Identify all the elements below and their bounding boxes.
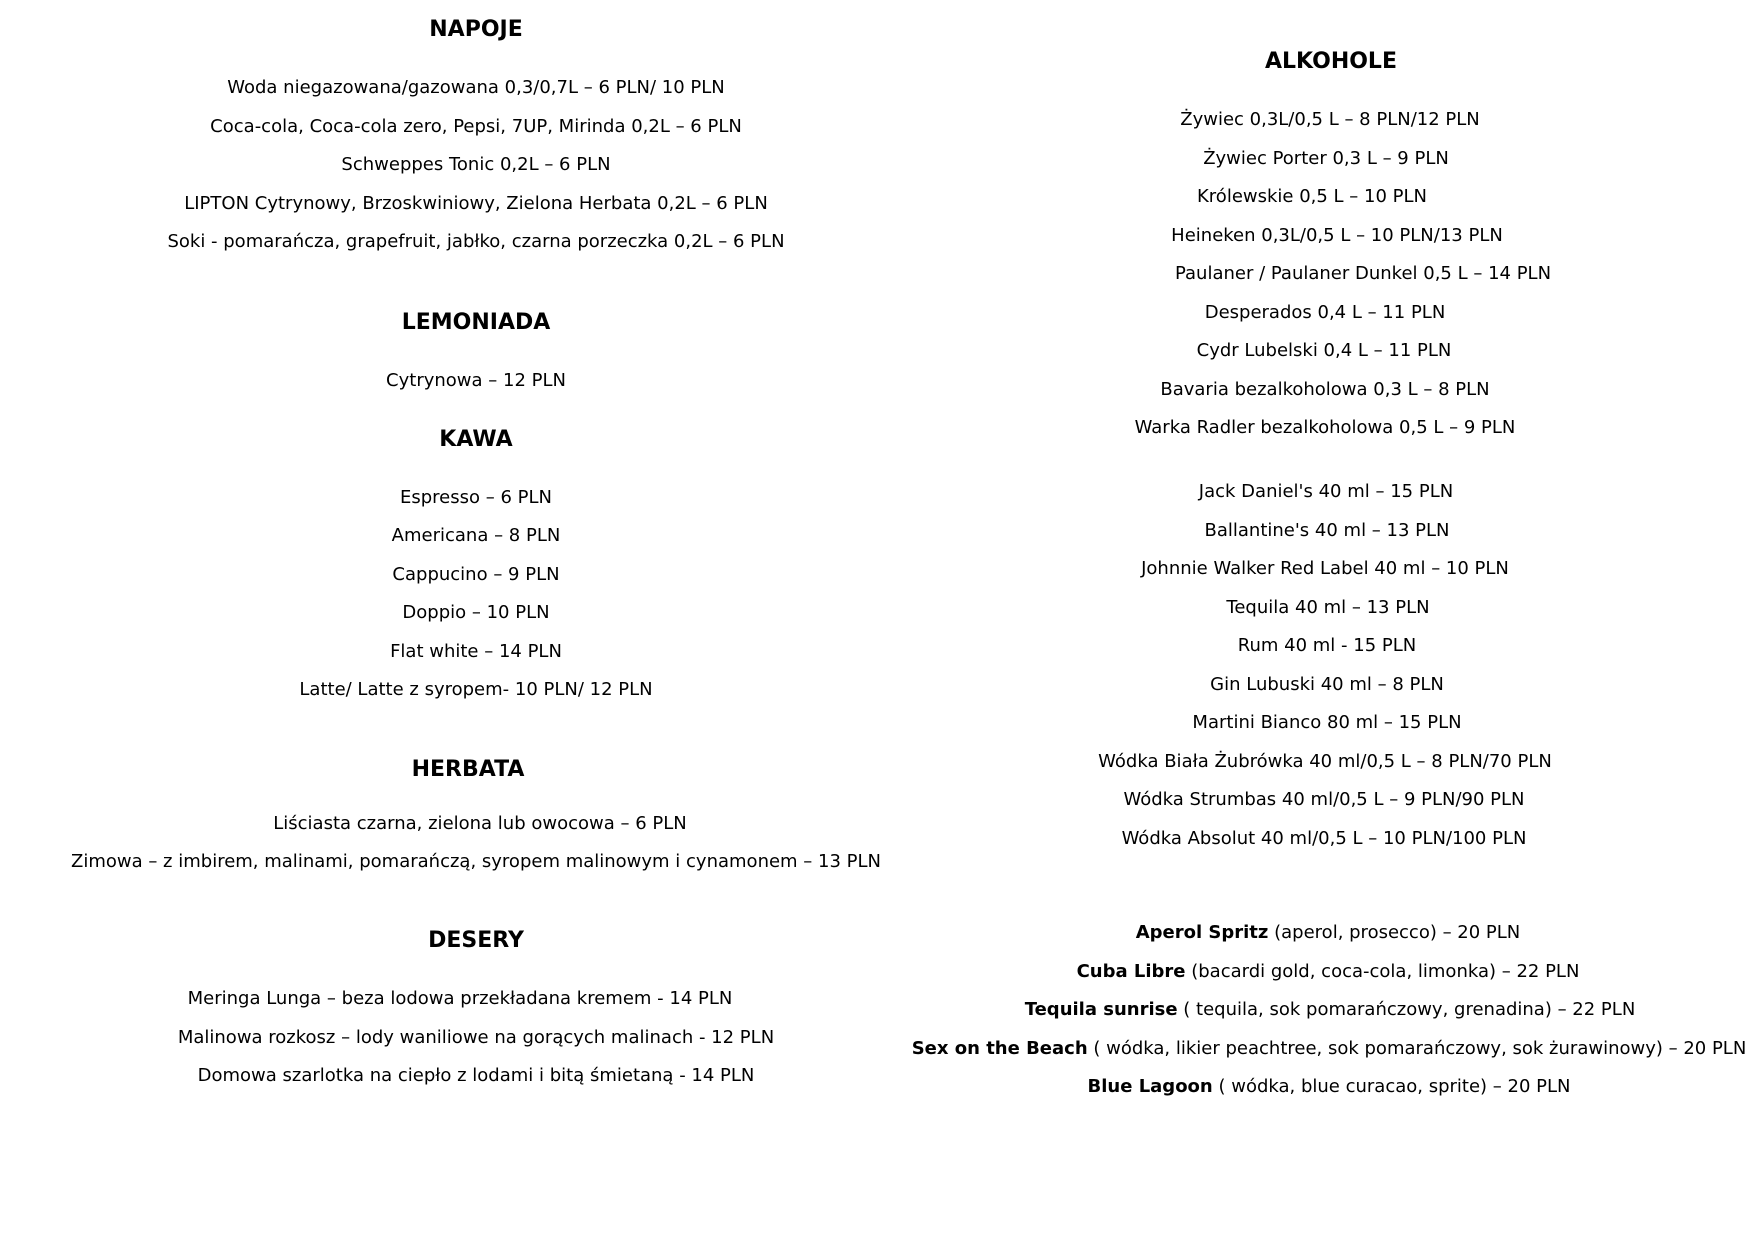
cocktail-name: Cuba Libre [1076, 961, 1186, 982]
menu-item: Malinowa rozkosz – lody waniliowe na gorących malinach - 12 PLN [177, 1027, 775, 1048]
section-title-lemoniada: LEMONIADA [401, 310, 551, 335]
menu-item: Zimowa – z imbirem, malinami, pomarańczą, syropem malinowym i cynamonem – 13 PLN [70, 851, 882, 872]
cocktail-details: ( tequila, sok pomarańczowy, grenadina) – 22 PLN [1177, 999, 1636, 1020]
menu-item: Doppio – 10 PLN [402, 602, 550, 623]
menu-item: Schweppes Tonic 0,2L – 6 PLN [341, 154, 611, 175]
menu-item: Woda niegazowana/gazowana 0,3/0,7L – 6 PLN/ 10 PLN [227, 77, 725, 98]
cocktail-item [912, 1038, 1747, 1060]
menu-item: Espresso – 6 PLN [400, 487, 552, 508]
cocktail-name: Tequila sunrise [1024, 999, 1178, 1020]
menu-item: Wódka Strumbas 40 ml/0,5 L – 9 PLN/90 PLN [1123, 789, 1525, 810]
menu-item: Meringa Lunga – beza lodowa przekładana kremem - 14 PLN [187, 988, 733, 1009]
cocktail-details: ( wódka, likier peachtree, sok pomarańczowy, sok żurawinowy) – 20 PLN [1087, 1038, 1747, 1059]
menu-item: Paulaner / Paulaner Dunkel 0,5 L – 14 PLN [1174, 263, 1552, 284]
menu-item: Wódka Absolut 40 ml/0,5 L – 10 PLN/100 PLN [1121, 828, 1527, 849]
cocktail-name: Sex on the Beach [911, 1038, 1088, 1059]
section-title-kawa: KAWA [439, 427, 513, 452]
menu-item: Cydr Lubelski 0,4 L – 11 PLN [1196, 340, 1452, 361]
menu-item: Gin Lubuski 40 ml – 8 PLN [1210, 674, 1444, 695]
menu-item: Cappucino – 9 PLN [392, 564, 560, 585]
menu-item: Liściasta czarna, zielona lub owocowa – 6 PLN [273, 813, 687, 834]
menu-item: Johnnie Walker Red Label 40 ml – 10 PLN [1141, 558, 1509, 579]
menu-item: Coca-cola, Coca-cola zero, Pepsi, 7UP, Mirinda 0,2L – 6 PLN [210, 116, 742, 137]
cocktail-item [1025, 999, 1636, 1021]
menu-item: Americana – 8 PLN [391, 525, 561, 546]
menu-item: Warka Radler bezalkoholowa 0,5 L – 9 PLN [1134, 417, 1516, 438]
menu-item: Latte/ Latte z syropem- 10 PLN/ 12 PLN [299, 679, 653, 700]
section-title-herbata: HERBATA [411, 757, 525, 782]
menu-item: Jack Daniel's 40 ml – 15 PLN [1198, 481, 1454, 502]
menu-item: Rum 40 ml - 15 PLN [1237, 635, 1417, 656]
menu-item: Ballantine's 40 ml – 13 PLN [1204, 520, 1450, 541]
menu-item: Wódka Biała Żubrówka 40 ml/0,5 L – 8 PLN/70 PLN [1098, 751, 1552, 772]
menu-item: Bavaria bezalkoholowa 0,3 L – 8 PLN [1160, 379, 1490, 400]
menu-item: Tequila 40 ml – 13 PLN [1226, 597, 1430, 618]
menu-item: Flat white – 14 PLN [390, 641, 562, 662]
menu-item: Martini Bianco 80 ml – 15 PLN [1192, 712, 1462, 733]
cocktail-item [1088, 1076, 1571, 1098]
menu-item: Cytrynowa – 12 PLN [386, 370, 566, 391]
cocktail-item [1136, 922, 1521, 944]
cocktail-details: (bacardi gold, coca-cola, limonka) – 22 PLN [1185, 961, 1580, 982]
menu-item: Heineken 0,3L/0,5 L – 10 PLN/13 PLN [1171, 225, 1503, 246]
menu-item: Królewskie 0,5 L – 10 PLN [1196, 186, 1428, 207]
cocktail-item [1077, 961, 1580, 983]
section-title-napoje: NAPOJE [429, 17, 523, 42]
menu-item: Desperados 0,4 L – 11 PLN [1204, 302, 1446, 323]
section-title-alkohole: ALKOHOLE [1265, 49, 1397, 74]
menu-item: Żywiec Porter 0,3 L – 9 PLN [1203, 148, 1449, 169]
cocktail-details: (aperol, prosecco) – 20 PLN [1268, 922, 1521, 943]
menu-item: LIPTON Cytrynowy, Brzoskwiniowy, Zielona Herbata 0,2L – 6 PLN [184, 193, 768, 214]
menu-item: Domowa szarlotka na ciepło z lodami i bitą śmietaną - 14 PLN [197, 1065, 755, 1086]
cocktail-name: Aperol Spritz [1135, 922, 1269, 943]
cocktail-name: Blue Lagoon [1087, 1076, 1213, 1097]
menu-item: Żywiec 0,3L/0,5 L – 8 PLN/12 PLN [1180, 109, 1480, 130]
menu-item: Soki - pomarańcza, grapefruit, jabłko, czarna porzeczka 0,2L – 6 PLN [167, 231, 785, 252]
cocktail-details: ( wódka, blue curacao, sprite) – 20 PLN [1212, 1076, 1571, 1097]
section-title-desery: DESERY [428, 928, 524, 953]
